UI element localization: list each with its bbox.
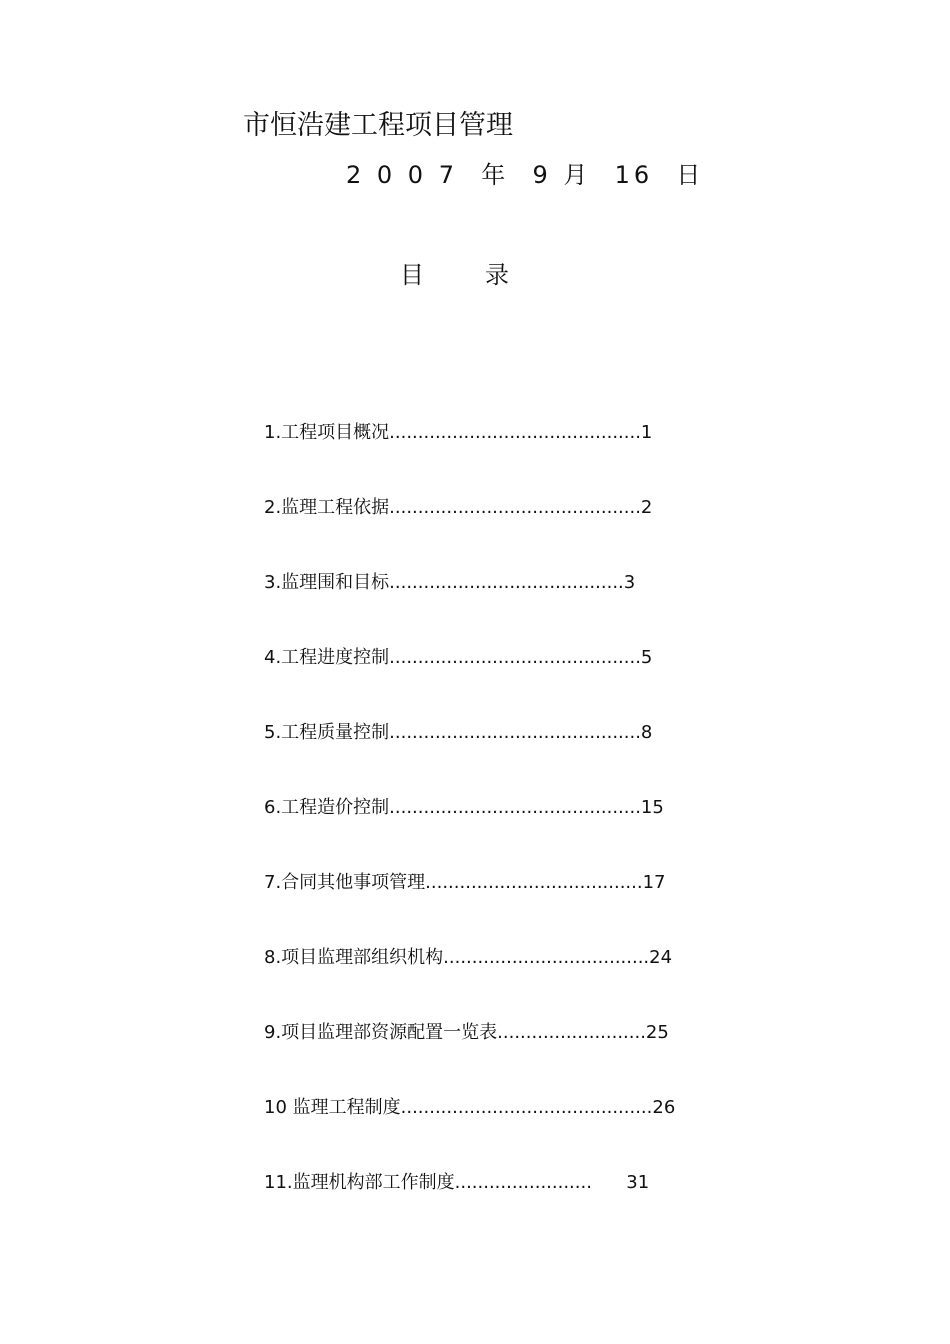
toc-entry[interactable]: 3.监理围和目标.........................................3: [264, 572, 636, 593]
toc-entry[interactable]: 8.项目监理部组织机构....................................24: [264, 947, 673, 968]
toc-entry[interactable]: 10 监理工程制度............................................26: [264, 1097, 676, 1118]
toc-entry[interactable]: 11.监理机构部工作制度........................ 31: [264, 1172, 650, 1193]
document-date: 2 0 0 7 年 9 月 16 日: [346, 161, 705, 189]
toc-entry[interactable]: 1.工程项目概况............................................1: [264, 422, 653, 443]
toc-entry[interactable]: 9.项目监理部资源配置一览表..........................25: [264, 1022, 669, 1043]
toc-heading: 目 录: [400, 261, 510, 289]
toc-entry[interactable]: 2.监理工程依据............................................2: [264, 497, 653, 518]
toc-entry[interactable]: 4.工程进度控制............................................5: [264, 647, 653, 668]
table-of-contents: [264, 419, 675, 1244]
toc-entry[interactable]: 7.合同其他事项管理......................................17: [264, 872, 666, 893]
organization-title: 市恒浩建工程项目管理: [243, 110, 513, 141]
toc-entry[interactable]: 5.工程质量控制............................................8: [264, 722, 653, 743]
toc-entry[interactable]: 6.工程造价控制............................................15: [264, 797, 664, 818]
